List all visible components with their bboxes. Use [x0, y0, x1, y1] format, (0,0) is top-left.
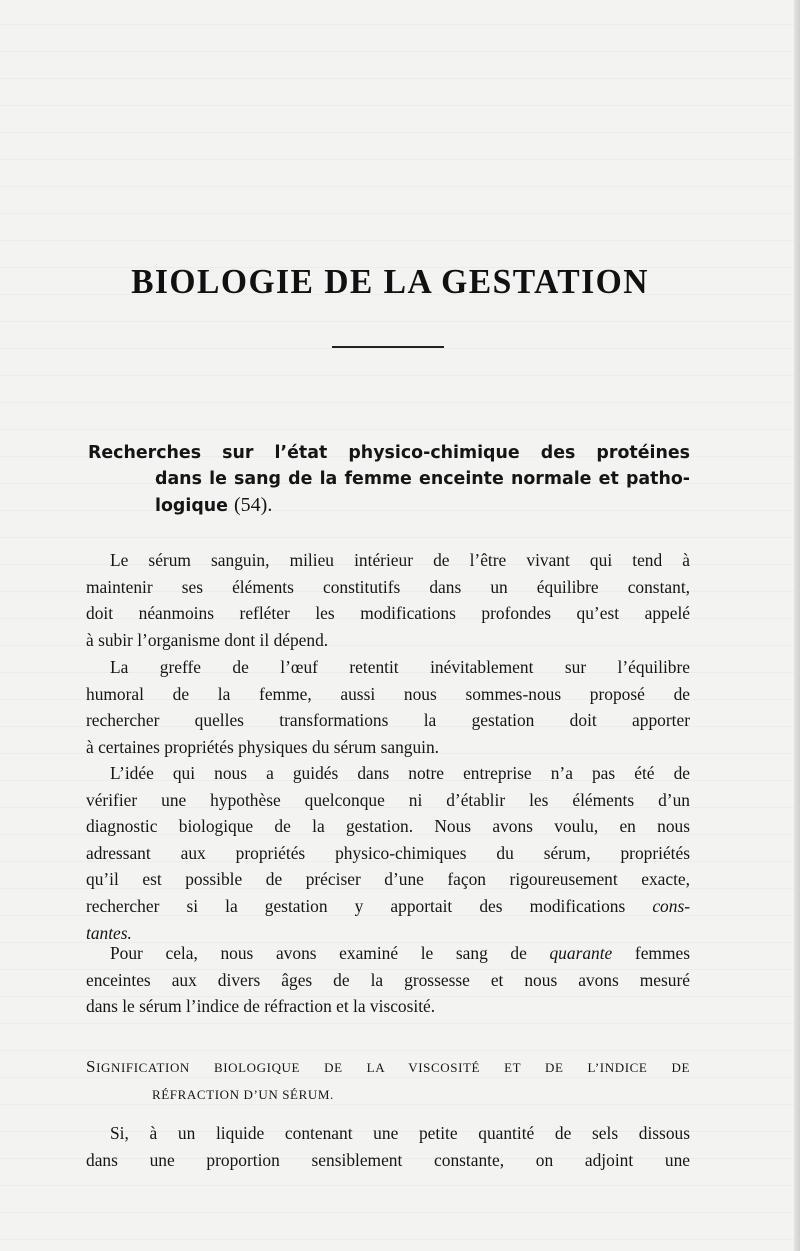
- italic-segment: cons-: [652, 895, 690, 916]
- text-line: doit néanmoins refléter les modifications profondes qu’est appelé: [86, 603, 690, 624]
- paragraph-5: [86, 1120, 690, 1173]
- paragraph-4: [86, 940, 690, 1020]
- paragraph-2: [86, 654, 690, 760]
- text-line: dans le sérum l’indice de réfraction et la viscosité.: [86, 996, 436, 1017]
- reference-number: (54).: [234, 494, 273, 516]
- text-line: à subir l’organisme dont il dépend.: [86, 629, 329, 650]
- section-heading: [88, 440, 690, 519]
- text-line: Le sérum sanguin, milieu intérieur de l’être vivant qui tend à: [110, 550, 690, 570]
- text-line: dans une proportion sensiblement constante, on adjoint une: [86, 1149, 690, 1170]
- text-line: adressant aux propriétés physico-chimiques du sérum, propriétés: [86, 842, 690, 863]
- section-heading-line: Recherches sur l’état physico-chimique des protéines: [88, 443, 690, 463]
- initial-capital: S: [86, 1057, 97, 1076]
- text-line: L’idée qui nous a guidés dans notre entreprise n’a pas été de: [110, 763, 690, 783]
- subsection-heading-text: IGNIFICATION BIOLOGIQUE DE LA VISCOSITÉ ET DE L’INDICE DE: [96, 1060, 690, 1075]
- paragraph-1: [86, 547, 690, 653]
- title-rule: [332, 346, 444, 348]
- text-line: Si, à un liquide contenant une petite quantité de sels dissous: [110, 1123, 690, 1143]
- text-line: [86, 940, 690, 967]
- text-line: vérifier une hypothèse quelconque ni d’établir les éléments d’un: [86, 789, 690, 810]
- text-segment: femmes: [634, 943, 690, 963]
- text-line: enceintes aux divers âges de la grossesse et nous avons mesuré: [86, 969, 690, 990]
- subsection-heading-line: [86, 1053, 690, 1081]
- text-line: [86, 893, 690, 920]
- text-line: rechercher quelles transformations la gestation doit apporter: [86, 710, 690, 731]
- section-heading-line: [155, 492, 690, 519]
- text-segment: rechercher si la gestation y apportait des modifications: [86, 895, 626, 916]
- italic-segment: quarante: [549, 943, 613, 963]
- subsection-heading: [86, 1053, 690, 1108]
- subsection-heading-line: RÉFRACTION D’UN SÉRUM.: [152, 1087, 334, 1102]
- text-segment: Pour cela, nous avons examiné le sang de: [110, 943, 527, 963]
- text-line: maintenir ses éléments constitutifs dans un équilibre constant,: [86, 576, 690, 597]
- text-line: diagnostic biologique de la gestation. Nous avons voulu, en nous: [86, 816, 690, 837]
- text-line: La greffe de l’œuf retentit inévitablement sur l’équilibre: [110, 657, 690, 677]
- page-title: BIOLOGIE DE LA GESTATION: [131, 262, 649, 301]
- paragraph-3: [86, 760, 690, 946]
- section-heading-word: logique: [155, 496, 228, 516]
- text-line: humoral de la femme, aussi nous sommes-nous proposé de: [86, 683, 690, 704]
- text-line: à certaines propriétés physiques du sérum sanguin.: [86, 736, 440, 757]
- page-edge: [794, 0, 800, 1251]
- section-heading-line: dans le sang de la femme enceinte normale et patho-: [155, 469, 690, 489]
- text-line: qu’il est possible de préciser d’une façon rigoureusement exacte,: [86, 869, 690, 890]
- italic-segment: tantes.: [86, 922, 132, 943]
